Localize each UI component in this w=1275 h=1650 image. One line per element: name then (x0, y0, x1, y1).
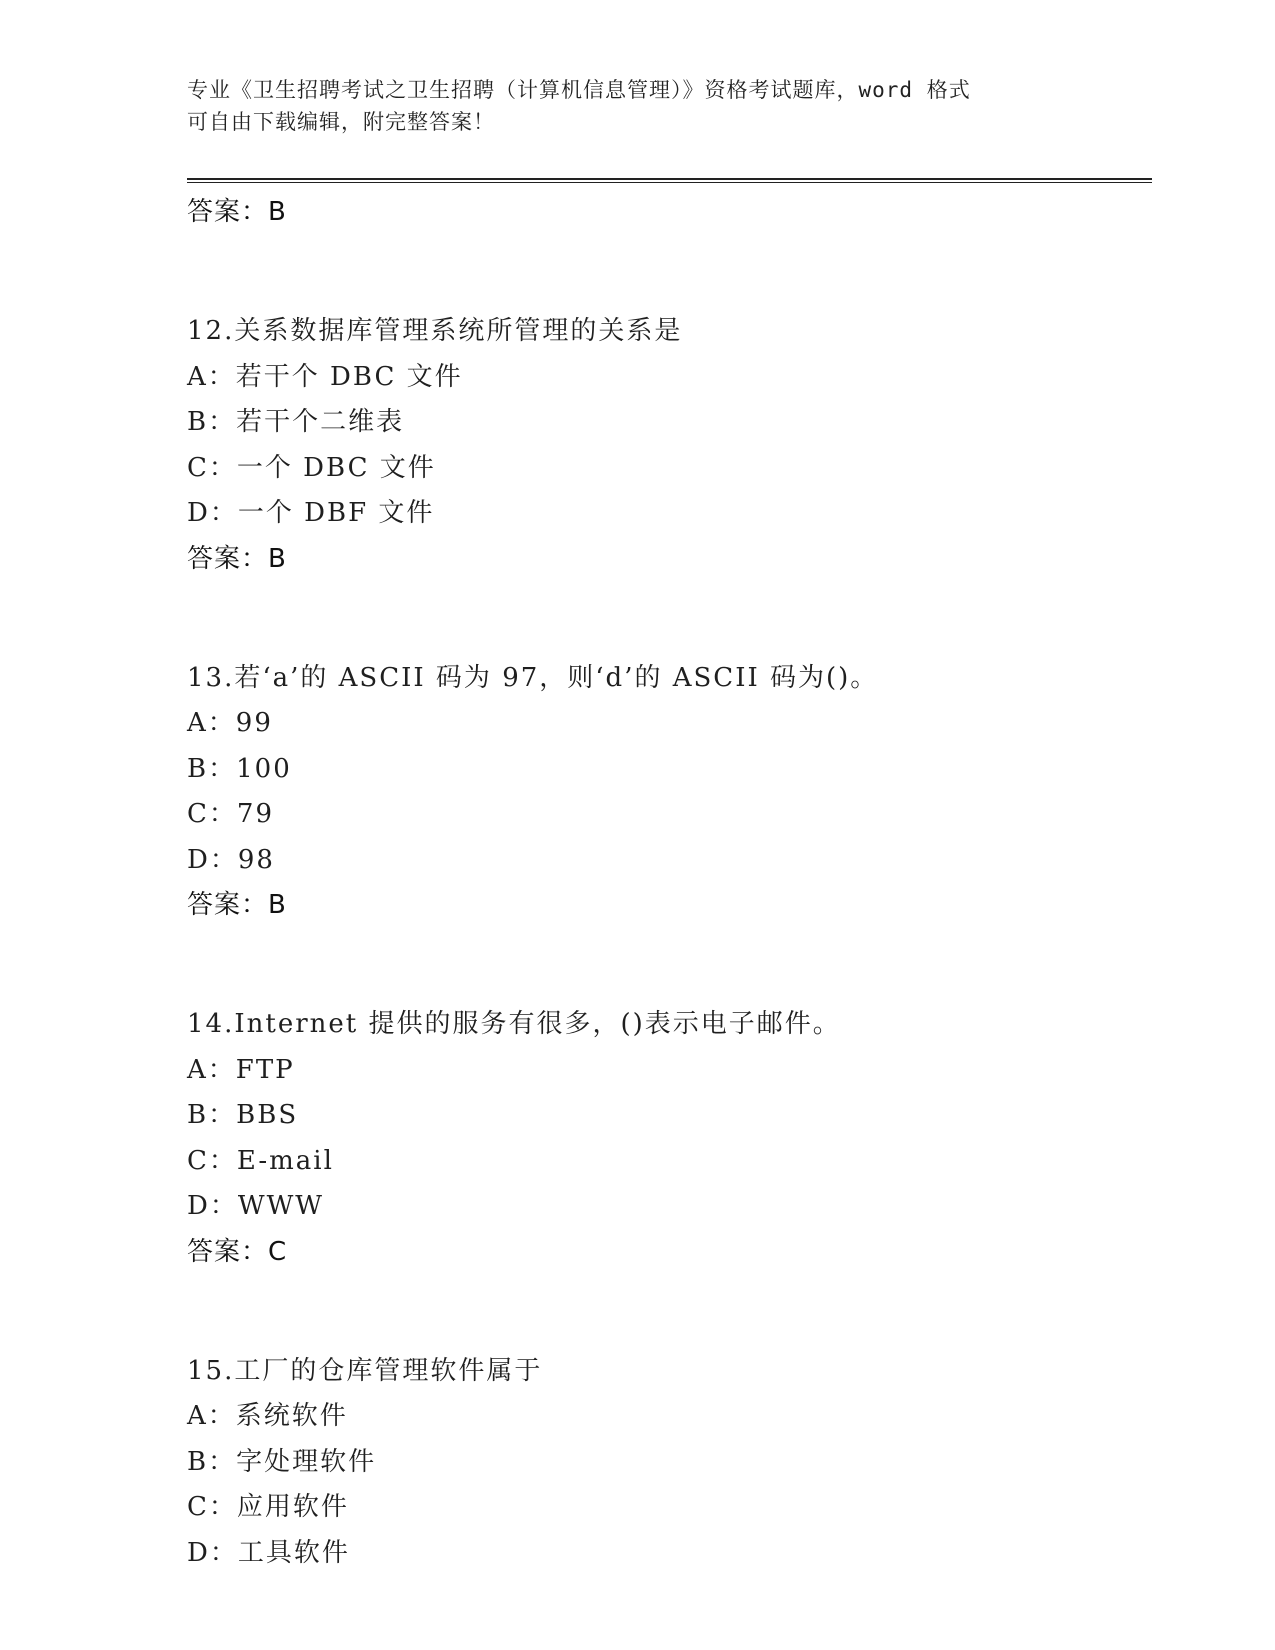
option-b (187, 1093, 1147, 1139)
option-b (187, 1440, 1147, 1486)
question-12 (187, 309, 1147, 581)
option-b (187, 747, 1147, 793)
option-letter: A： (187, 361, 236, 392)
option-d (187, 838, 1147, 884)
option-text: 79 (236, 799, 274, 829)
option-a (187, 1048, 1147, 1094)
option-letter: C： (187, 799, 237, 829)
option-d (187, 491, 1147, 537)
option-d (187, 1531, 1147, 1577)
option-letter: A： (187, 708, 236, 738)
option-letter: D： (187, 844, 238, 875)
option-text: 若干个 DBC 文件 (235, 361, 463, 392)
option-letter: B： (187, 407, 237, 437)
option-text: 应用软件 (236, 1492, 349, 1522)
spacer (187, 1274, 1147, 1349)
question-title: 12.关系数据库管理系统所管理的关系是 (187, 316, 683, 346)
answer: 答案：C (187, 1236, 288, 1267)
option-letter: B： (187, 1446, 237, 1477)
option-text: 工具软件 (237, 1537, 350, 1568)
option-letter: A： (187, 1401, 236, 1431)
header-line-1: 专业《卫生招聘考试之卫生招聘（计算机信息管理）》资格考试题库，word 格式 (187, 78, 971, 102)
option-text: 若干个二维表 (236, 407, 405, 437)
question-13 (187, 656, 1147, 928)
previous-answer: 答案：B (187, 197, 287, 227)
answer: 答案：B (187, 543, 287, 574)
header-line-2: 可自由下载编辑，附完整答案！ (187, 110, 495, 134)
option-letter: C： (187, 1492, 237, 1522)
option-text: WWW (237, 1191, 325, 1221)
question-title: 14.Internet 提供的服务有很多，()表示电子邮件。 (187, 1009, 841, 1039)
option-text: 系统软件 (235, 1401, 348, 1431)
option-letter: C： (187, 452, 237, 483)
option-letter: D： (187, 1537, 238, 1568)
option-a (187, 1394, 1147, 1440)
option-text: 100 (236, 753, 292, 784)
option-text: 字处理软件 (236, 1446, 377, 1477)
option-text: 一个 DBC 文件 (236, 452, 436, 483)
header-divider (187, 178, 1152, 183)
question-title: 15.工厂的仓库管理软件属于 (187, 1355, 543, 1386)
option-text: E-mail (236, 1145, 334, 1176)
question-list (187, 190, 1147, 1576)
option-text: 98 (237, 844, 275, 875)
page-header (187, 74, 1067, 138)
option-a (187, 701, 1147, 747)
option-letter: A： (187, 1054, 236, 1085)
option-letter: B： (187, 753, 237, 784)
option-c (187, 446, 1147, 492)
option-text: 一个 DBF 文件 (237, 498, 435, 528)
option-text: 99 (235, 708, 273, 738)
spacer (187, 234, 1147, 309)
spacer (187, 581, 1147, 656)
option-letter: D： (187, 498, 238, 528)
option-letter: D： (187, 1191, 238, 1221)
answer: 答案：B (187, 890, 287, 920)
question-14 (187, 1002, 1147, 1274)
option-text: FTP (235, 1054, 295, 1085)
option-a (187, 355, 1147, 401)
spacer (187, 927, 1147, 1002)
option-letter: B： (187, 1100, 237, 1130)
option-b (187, 400, 1147, 446)
question-title: 13.若‘a’的 ASCII 码为 97，则‘d’的 ASCII 码为()。 (187, 662, 879, 693)
option-text: BBS (236, 1100, 299, 1130)
question-15 (187, 1349, 1147, 1577)
option-c (187, 792, 1147, 838)
option-c (187, 1485, 1147, 1531)
option-c (187, 1139, 1147, 1185)
option-d (187, 1184, 1147, 1230)
option-letter: C： (187, 1145, 237, 1176)
